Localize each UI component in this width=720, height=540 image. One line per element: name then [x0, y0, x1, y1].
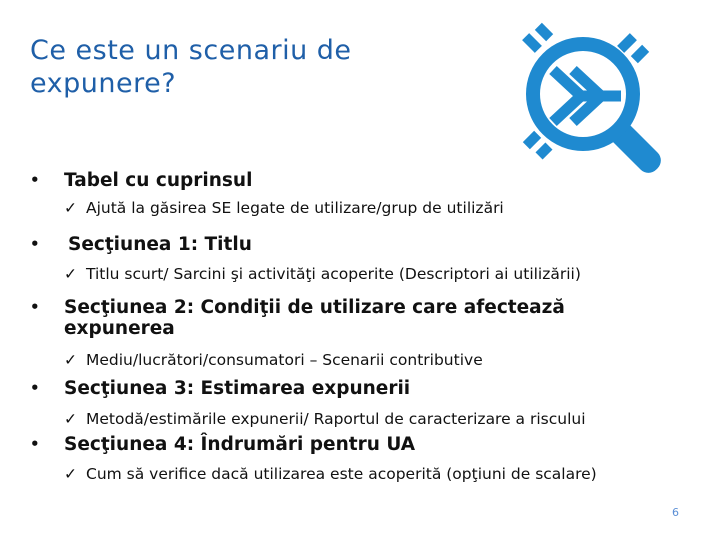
- checkmark-icon: ✓: [64, 410, 77, 428]
- item-heading: Tabel cu cuprinsul: [64, 170, 253, 191]
- item-heading: Secţiunea 4: Îndrumări pentru UA: [64, 434, 416, 455]
- item-detail: Mediu/lucrători/consumatori – Scenarii contributive: [86, 351, 483, 369]
- item-detail: Titlu scurt/ Sarcini şi activităţi acoperite (Descriptori ai utilizării): [86, 265, 581, 283]
- bullet-item: [30, 378, 410, 399]
- sub-item: [64, 264, 581, 284]
- item-heading: Secţiunea 1: Titlu: [68, 234, 252, 255]
- bullet-icon: •: [30, 171, 40, 189]
- checkmark-icon: ✓: [64, 265, 77, 283]
- slide-title: Ce este un scenariu de expunere?: [30, 35, 352, 99]
- bullet-icon: •: [30, 235, 40, 253]
- bullet-icon: •: [30, 298, 40, 316]
- bullet-item: [30, 234, 252, 255]
- item-heading: Secţiunea 2: Condiţii de utilizare care afectează expunerea: [64, 297, 565, 339]
- checkmark-icon: ✓: [64, 199, 77, 217]
- checkmark-icon: ✓: [64, 351, 77, 369]
- item-detail: Ajută la găsirea SE legate de utilizare/grup de utilizări: [86, 199, 504, 217]
- sub-item: [64, 464, 597, 484]
- page-number: 6: [672, 506, 679, 519]
- bullet-icon: •: [30, 379, 40, 397]
- bullet-icon: •: [30, 435, 40, 453]
- sub-item: [64, 350, 483, 370]
- bullet-item: [30, 170, 252, 191]
- bullet-item: [30, 297, 670, 339]
- item-detail: Cum să verifice dacă utilizarea este acoperită (opţiuni de scalare): [86, 465, 597, 483]
- checkmark-icon: ✓: [64, 465, 77, 483]
- magnifier-icon: [505, 20, 690, 180]
- bullet-item: [30, 434, 415, 455]
- sub-item: [64, 409, 586, 429]
- item-heading: Secţiunea 3: Estimarea expunerii: [64, 378, 411, 399]
- item-detail: Metodă/estimările expunerii/ Raportul de caracterizare a riscului: [86, 410, 586, 428]
- sub-item: [64, 198, 504, 218]
